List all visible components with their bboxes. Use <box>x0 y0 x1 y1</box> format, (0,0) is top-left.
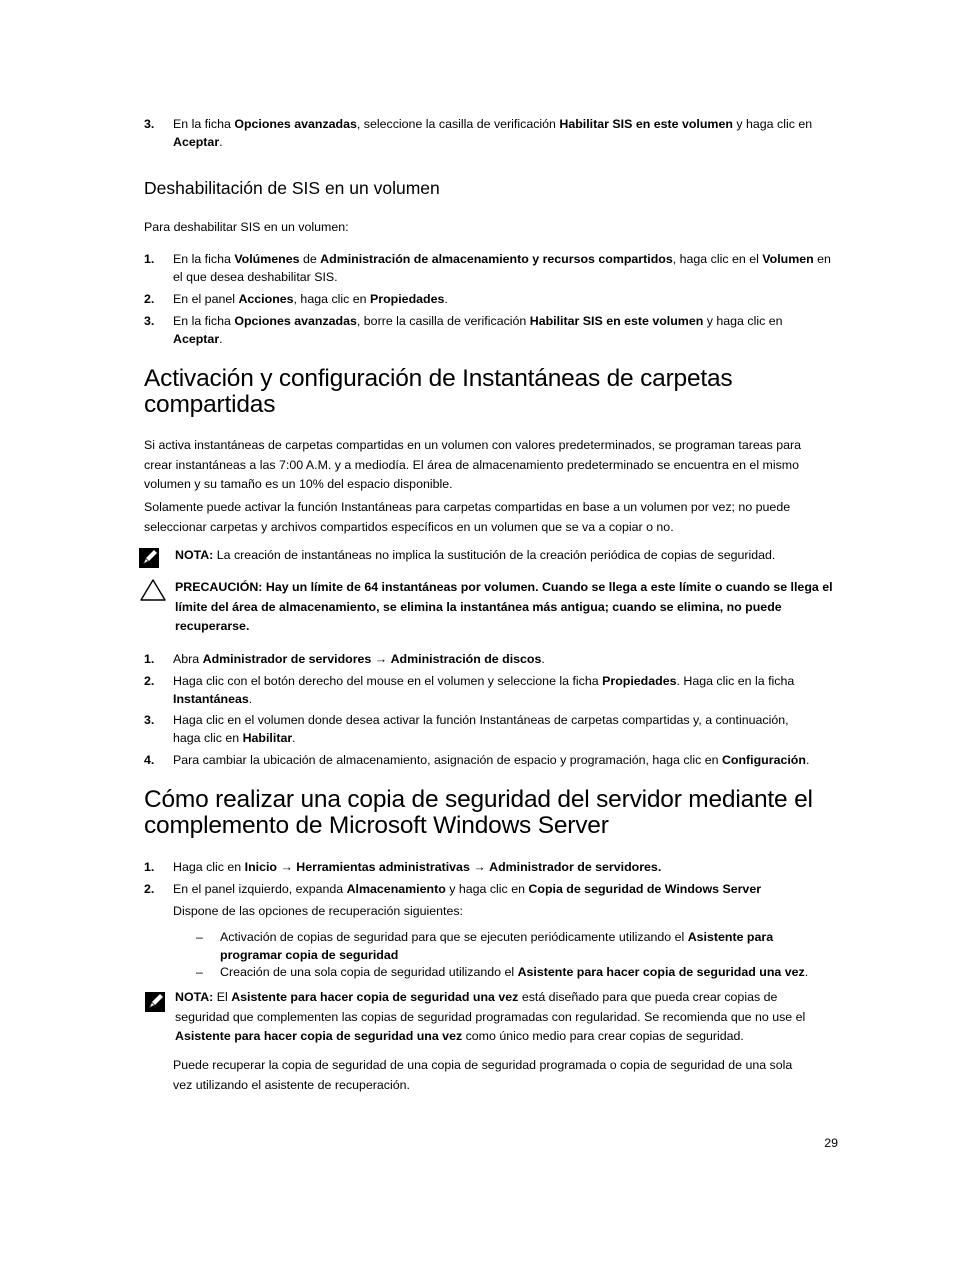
pencil-note-icon <box>137 546 167 576</box>
pencil-note-icon <box>137 990 167 1020</box>
paragraph: Solamente puede activar la función Instantáneas para carpetas compartidas en base a un volumen por vez; no puede seleccionar carpetas y archivos compartidos específicos en un volumen que se va a copiar o no. <box>144 500 791 534</box>
document-page: 3. En la ficha Opciones avanzadas, seleccione la casilla de verificación Habilitar SIS en este volumen y haga clic en Aceptar. Deshabilitación de SIS en un volumen Para deshabilitar SIS en un volumen: 1. En la ficha Volúmenes de Administración de almacenamiento y recursos compartidos, haga clic en el Volumen en el que desea deshabilitar SIS. 2. En el panel Acciones, haga clic en Propiedades. 3. En la ficha Opciones avanzadas, borre la casilla de verificación Habilitar SIS en este volumen y haga clic en Aceptar. Activación y configuración de Instantáneas de carpetas compartidas Si activa instantáneas de carpetas compartidas en un volumen con valores predeterminados, se programan tareas para crear instantáneas a las 7:00 A.M. y a mediodía. El área de almacenamiento predeterminado se encuentra en el mismo volumen y su tamaño es un 10% del espacio disponible. Solamente puede activar la función Instantáneas para carpetas compartidas en base a un volumen por vez; no puede seleccionar carpetas y archivos compartidos específicos en un volumen que se va a copiar o no. NOTA: La creación de instantáneas no implica la sustitución de la creación periódica de copias de seguridad. PRECAUCIÓN: Hay un límite de 64 instantáneas por volumen. Cuando se llega a este límite o cuando se llega el límite del área de almacenamiento, se elimina la instantánea más antigua; cuando se elimina, no puede recuperarse. 1. Abra Administrador de servidores → Administración de discos. 2. Haga clic con el botón derecho del mouse en el volumen y seleccione la ficha Propiedades. Haga clic en la ficha Instantáneas. 3. Haga clic en el volumen donde desea activar la función Instantáneas de carpetas compartidas y, a continuación, haga clic en Habilitar. 4. Para cambiar la ubicación de almacenamiento, asignación de espacio y programación, haga clic en Configuración. Cómo realizar una copia de seguridad del servidor mediante el complemento de Microsoft Windows Server 1. Haga clic en Inicio → Herramientas administrativas → Administrador de servidores. 2. En el panel izquierdo, expanda Almacenamiento y haga clic en Copia de seguridad de Windows Server Dispone de las opciones de recuperación siguientes: – Activación de copias de seguridad para que se ejecuten periódicamente utilizando el Asistente para programar copia de seguridad – Creación de una sola copia de seguridad utilizando el Asistente para hacer copia de seguridad una vez. NOTA: El Asistente para hacer copia de seguridad una vez está diseñado para que pueda crear copias de seguridad que complementen las copias de seguridad programadas con regularidad. Se recomienda que no use el Asistente para hacer copia de seguridad una vez como único medio para crear copias de seguridad. Puede recuperar la copia de seguridad de una copia de seguridad programada o copia de seguridad de una sola vez utilizando el asistente de recuperación. 29 <box>0 0 954 1268</box>
paragraph: Si activa instantáneas de carpetas compartidas en un volumen con valores predeterminados, se programan tareas para crear instantáneas a las 7:00 A.M. y a mediodía. El área de almacenamiento predeterminado se encuentra en el mismo volumen y su tamaño es un 10% del espacio disponible. <box>144 438 802 491</box>
page-number: 29 <box>824 1136 838 1150</box>
step-text: En la ficha Opciones avanzadas, seleccione la casilla de verificación Habilitar SIS en este volumen y haga clic en Aceptar. <box>173 117 813 149</box>
paragraph: Para deshabilitar SIS en un volumen: <box>144 220 349 234</box>
warning-triangle-icon <box>137 578 167 608</box>
section-heading: Deshabilitación de SIS en un volumen <box>144 178 440 198</box>
step-number: 3. <box>144 117 155 131</box>
page-title: Activación y configuración de Instantáneas de carpetas compartidas <box>144 365 733 418</box>
paragraph: Puede recuperar la copia de seguridad de una copia de seguridad programada o copia de seguridad de una sola vez utilizando el asistente de recuperación. <box>173 1058 793 1092</box>
section-title: Cómo realizar una copia de seguridad del servidor mediante el complemento de Microsoft Windows Server <box>144 786 813 839</box>
